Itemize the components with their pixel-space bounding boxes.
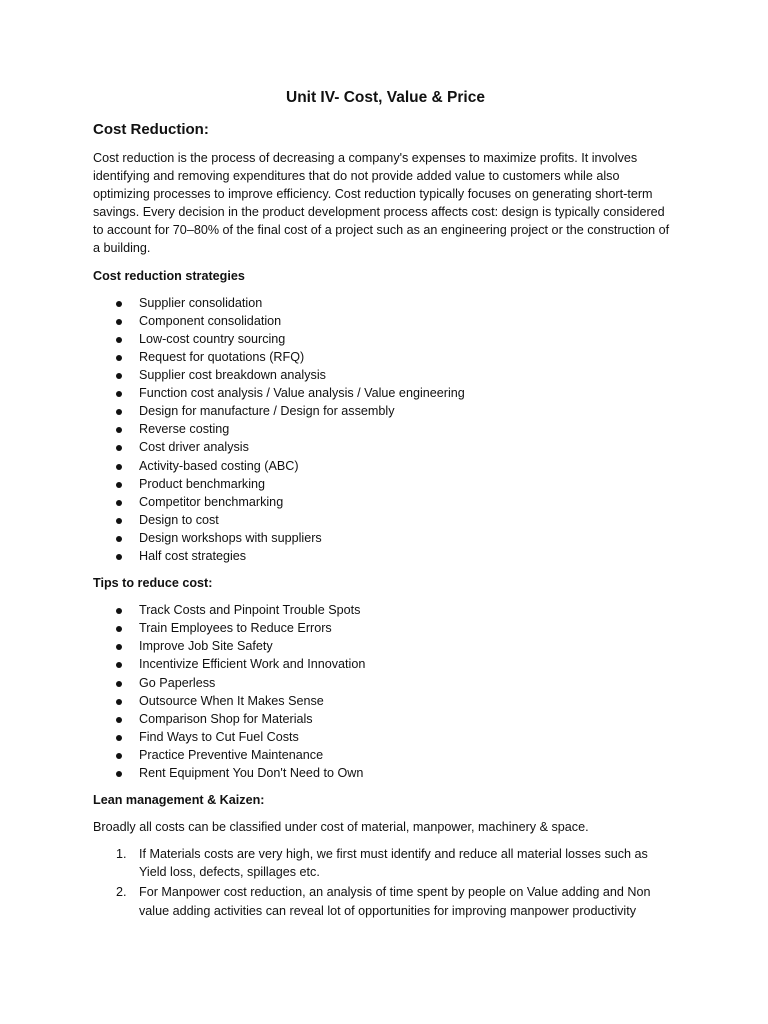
strategies-list: [93, 294, 678, 565]
bullet-icon: [116, 699, 122, 705]
bullet-icon: [116, 409, 122, 415]
bullet-icon: [116, 355, 122, 361]
bullet-icon: [116, 482, 122, 488]
list-item: Supplier consolidation: [93, 294, 678, 312]
document-title: Unit IV- Cost, Value & Price: [286, 89, 485, 106]
list-item: Design to cost: [93, 511, 678, 529]
strategies-heading: Cost reduction strategies: [93, 268, 245, 283]
list-item: Function cost analysis / Value analysis / Value engineering: [93, 384, 678, 402]
list-item: Design for manufacture / Design for assembly: [93, 402, 678, 420]
bullet-icon: [116, 753, 122, 759]
bullet-icon: [116, 735, 122, 741]
bullet-icon: [116, 608, 122, 614]
bullet-icon: [116, 554, 122, 560]
list-number: 1.: [116, 847, 127, 862]
list-item: Outsource When It Makes Sense: [93, 692, 678, 710]
list-item: Find Ways to Cut Fuel Costs: [93, 728, 678, 746]
bullet-icon: [116, 427, 122, 433]
list-item: Train Employees to Reduce Errors: [93, 619, 678, 637]
bullet-icon: [116, 301, 122, 307]
bullet-icon: [116, 771, 122, 777]
list-item: Practice Preventive Maintenance: [93, 746, 678, 764]
bullet-icon: [116, 500, 122, 506]
bullet-icon: [116, 337, 122, 343]
list-item: Incentivize Efficient Work and Innovation: [93, 655, 678, 673]
bullet-icon: [116, 717, 122, 723]
list-item: Half cost strategies: [93, 547, 678, 565]
bullet-icon: [116, 391, 122, 397]
bullet-icon: [116, 626, 122, 632]
lean-list: [93, 845, 678, 919]
list-item: Design workshops with suppliers: [93, 529, 678, 547]
tips-list: [93, 601, 678, 782]
list-number: 2.: [116, 885, 127, 900]
list-item: Improve Job Site Safety: [93, 637, 678, 655]
list-item: Comparison Shop for Materials: [93, 710, 678, 728]
bullet-icon: [116, 662, 122, 668]
bullet-icon: [116, 319, 122, 325]
list-item: Supplier cost breakdown analysis: [93, 366, 678, 384]
bullet-icon: [116, 644, 122, 650]
list-item: Activity-based costing (ABC): [93, 457, 678, 475]
bullet-icon: [116, 681, 122, 687]
bullet-icon: [116, 464, 122, 470]
list-item: Product benchmarking: [93, 475, 678, 493]
list-item: Track Costs and Pinpoint Trouble Spots: [93, 601, 678, 619]
list-item: Cost driver analysis: [93, 438, 678, 456]
list-item: Go Paperless: [93, 674, 678, 692]
document-page: [93, 88, 678, 922]
list-item: Component consolidation: [93, 312, 678, 330]
list-item: 2. For Manpower cost reduction, an analysis of time spent by people on Value adding and Non value adding activities can reveal lot of opportunities for improving manpower productivity: [116, 885, 651, 918]
lean-heading: Lean management & Kaizen:: [93, 793, 265, 808]
tips-heading: Tips to reduce cost:: [93, 576, 213, 591]
list-item: Reverse costing: [93, 420, 678, 438]
list-item: Request for quotations (RFQ): [93, 348, 678, 366]
cost-reduction-heading: Cost Reduction:: [93, 121, 209, 138]
list-item: Rent Equipment You Don't Need to Own: [93, 764, 678, 782]
bullet-icon: [116, 445, 122, 451]
list-item: Low-cost country sourcing: [93, 330, 678, 348]
lean-intro: Broadly all costs can be classified under cost of material, manpower, machinery & space.: [93, 820, 589, 835]
bullet-icon: [116, 373, 122, 379]
bullet-icon: [116, 536, 122, 542]
bullet-icon: [116, 518, 122, 524]
cost-reduction-paragraph: Cost reduction is the process of decreasing a company's expenses to maximize profits. It involves identifying and removing expenditures that do not provide added value to customers while also optimizing processes to improve efficiency. Cost reduction typically focuses on generating short-term savings. Every decision in the product development process affects cost: design is typically considered to account for 70–80% of the final cost of a project such as an engineering project or the construction of a building.: [93, 151, 670, 256]
list-item: 1. If Materials costs are very high, we first must identify and reduce all material losses such as Yield loss, defects, spillages etc.: [116, 847, 648, 880]
list-item: Competitor benchmarking: [93, 493, 678, 511]
